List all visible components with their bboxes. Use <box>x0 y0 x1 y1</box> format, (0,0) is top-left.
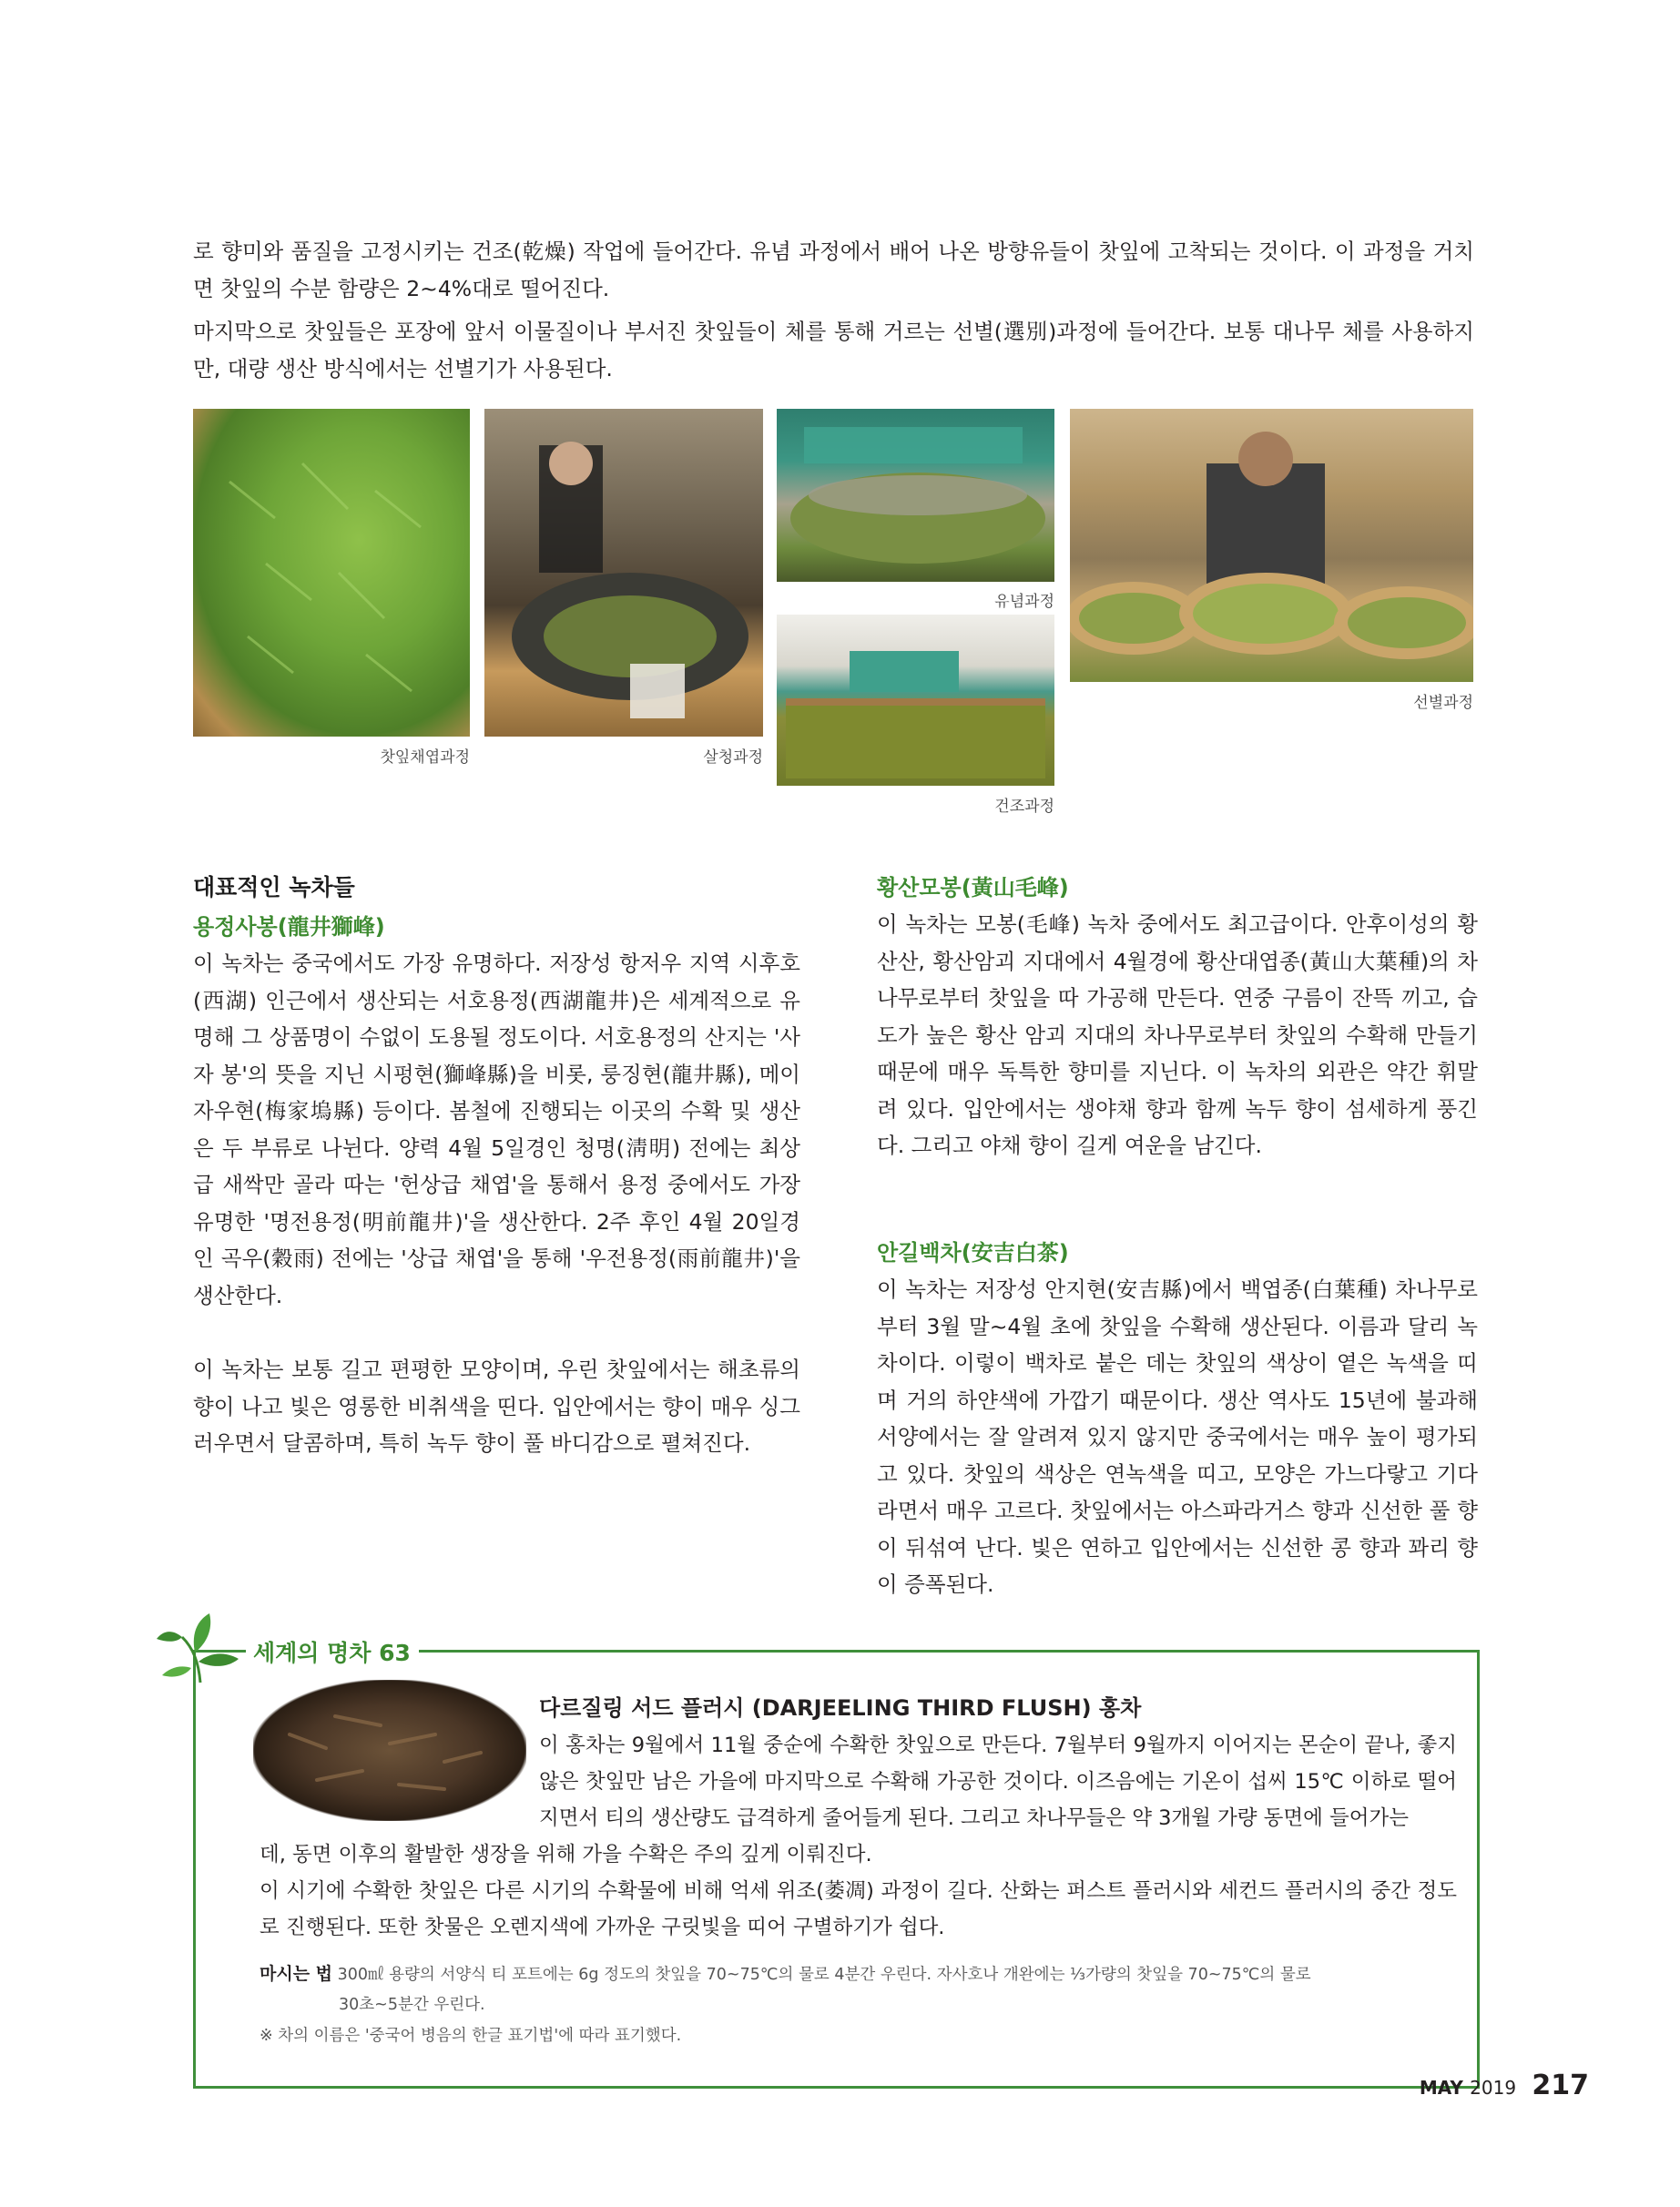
footer-month: MAY <box>1419 2077 1463 2099</box>
brewing-text-continued: 30초~5분간 우린다. <box>339 1996 485 2014</box>
brewing-instructions <box>260 1960 1443 1989</box>
huangshan-title: 황산모봉(黃山毛峰) <box>877 875 1069 900</box>
brewing-label: 마시는 법 <box>260 1964 333 1984</box>
tea-picking-photo <box>193 409 470 737</box>
longjing-title: 용정사봉(龍井獅峰) <box>193 914 385 940</box>
darjeeling-paragraph-2: 이 시기에 수확한 찻잎은 다른 시기의 수확물에 비해 억세 위조(萎凋) 과정이 길다. 산화는 퍼스트 플러시와 세컨드 플러시의 중간 정도로 진행된다. 또한 찻물은 오렌지색에 가까운 구릿빛을 띠어 구별하기가 쉽다. <box>260 1879 1457 1939</box>
caption-drying: 건조과정 <box>994 798 1054 816</box>
caption-kill-green: 살청과정 <box>703 748 763 767</box>
caption-sorting: 선별과정 <box>1413 694 1473 712</box>
tea-leaf-icon <box>155 1612 246 1684</box>
intro-paragraph-2: 마지막으로 찻잎들은 포장에 앞서 이물질이나 부서진 찻잎들이 체를 통해 거르는 선별(選別)과정에 들어간다. 보통 대나무 체를 사용하지만, 대량 생산 방식에서는 선별기가 사용된다. <box>193 319 1474 381</box>
section-heading: 대표적인 녹차들 <box>193 874 355 900</box>
longjing-paragraph-1: 이 녹차는 중국에서도 가장 유명하다. 저장성 항저우 지역 시후호(西湖) 인근에서 생산되는 서호용정(西湖龍井)은 세계적으로 유명해 그 상품명이 수없이 도용될 정도이다. 서호용정의 산지는 '사자 봉'의 뜻을 지닌 시펑현(獅峰縣)을 비롯, 룽징현(龍井縣), 메이자우현(梅家塢縣) 등이다. 봄철에 진행되는 이곳의 수확 및 생산은 두 부류로 나뉜다. 양력 4월 5일경인 청명(淸明) 전에는 최상급 새싹만 골라 따는 '헌상급 채엽'을 통해서 용정 중에서도 가장 유명한 '명전용정(明前龍井)'을 생산한다. 2주 후인 4월 20일경인 곡우(穀雨) 전에는 '상급 채엽'을 통해 '우전용정(雨前龍井)'을 생산한다. <box>193 951 800 1308</box>
naming-note: ※ 차의 이름은 '중국어 병음의 한글 표기법'에 따라 표기했다. <box>260 2027 682 2045</box>
darjeeling-paragraph-1: 이 홍차는 9월에서 11월 중순에 수확한 찻잎으로 만든다. 7월부터 9월까지 이어지는 몬순이 끝나, 좋지 않은 찻잎만 남은 가을에 마지막으로 수확해 가공한 것이다. 이즈음에는 기온이 섭씨 15℃ 이하로 떨어지면서 티의 생산량도 급격하게 줄어들게 된다. 그리고 차나무들은 약 3개월 가량 동면에 들어가는 <box>539 1734 1457 1830</box>
intro-paragraph-1: 로 향미와 품질을 고정시키는 건조(乾燥) 작업에 들어간다. 유념 과정에서 배어 나온 방향유들이 찻잎에 고착되는 것이다. 이 과정을 거치면 찻잎의 수분 함량은 2~4%대로 떨어진다. <box>193 239 1474 301</box>
kill-green-photo <box>484 409 763 737</box>
page-number: 217 <box>1532 2070 1589 2101</box>
tea-rolling-photo <box>777 409 1054 582</box>
footer-year: 2019 <box>1470 2077 1517 2099</box>
sidebar-series-title: 세계의 명차 63 <box>253 1640 411 1666</box>
darjeeling-tea-photo <box>253 1680 526 1821</box>
huangshan-paragraph: 이 녹차는 모봉(毛峰) 녹차 중에서도 최고급이다. 안후이성의 황산산, 황산암괴 지대에서 4월경에 황산대엽종(黃山大葉種)의 차나무로부터 찻잎을 따 가공해 만든다. 연중 구름이 잔뜩 끼고, 습도가 높은 황산 암괴 지대의 차나무로부터 찻잎의 수확해 만들기 때문에 매우 독특한 향미를 지닌다. 이 녹차의 외관은 약간 휘말려 있다. 입안에서는 생야채 향과 함께 녹두 향이 섬세하게 풍긴다. 그리고 야채 향이 길게 여운을 남긴다. <box>877 911 1478 1158</box>
darjeeling-title: 다르질링 서드 플러시 (DARJEELING THIRD FLUSH) 홍차 <box>539 1695 1142 1721</box>
tea-sorting-photo <box>1070 409 1473 682</box>
brewing-text: 300㎖ 용량의 서양식 티 포트에는 6g 정도의 찻잎을 70~75℃의 물로 4분간 우린다. 자사호나 개완에는 ⅓가량의 찻잎을 70~75℃의 물로 <box>337 1966 1311 1984</box>
longjing-paragraph-2: 이 녹차는 보통 길고 편평한 모양이며, 우린 찻잎에서는 해초류의 향이 나고 빛은 영롱한 비취색을 띤다. 입안에서는 향이 매우 싱그러우면서 달콤하며, 특히 녹두 향이 풀 바디감으로 펼쳐진다. <box>193 1357 800 1456</box>
darjeeling-paragraph-1-continued: 데, 동면 이후의 활발한 생장을 위해 가을 수확은 주의 깊게 이뤄진다. <box>260 1843 872 1866</box>
caption-picking: 찻잎채엽과정 <box>380 748 470 767</box>
page-footer <box>1420 2070 1589 2101</box>
anji-title: 안길백차(安吉白茶) <box>877 1240 1069 1266</box>
caption-rolling: 유념과정 <box>994 593 1054 611</box>
anji-paragraph: 이 녹차는 저장성 안지현(安吉縣)에서 백엽종(白葉種) 차나무로부터 3월 말~4월 초에 찻잎을 수확해 생산된다. 이름과 달리 녹차이다. 이렇이 백차로 붙은 데는 찻잎의 색상이 옅은 녹색을 띠며 거의 하얀색에 가깝기 때문이다. 생산 역사도 15년에 불과해 서양에서는 잘 알려져 있지 않지만 중국에서는 매우 높이 평가되고 있다. 찻잎의 색상은 연녹색을 띠고, 모양은 가느다랗고 기다라면서 매우 고르다. 찻잎에서는 아스파라거스 향과 신선한 풀 향이 뒤섞여 난다. 빛은 연하고 입안에서는 신선한 콩 향과 꽈리 향이 증폭된다. <box>877 1276 1478 1597</box>
tea-drying-photo <box>777 615 1054 786</box>
